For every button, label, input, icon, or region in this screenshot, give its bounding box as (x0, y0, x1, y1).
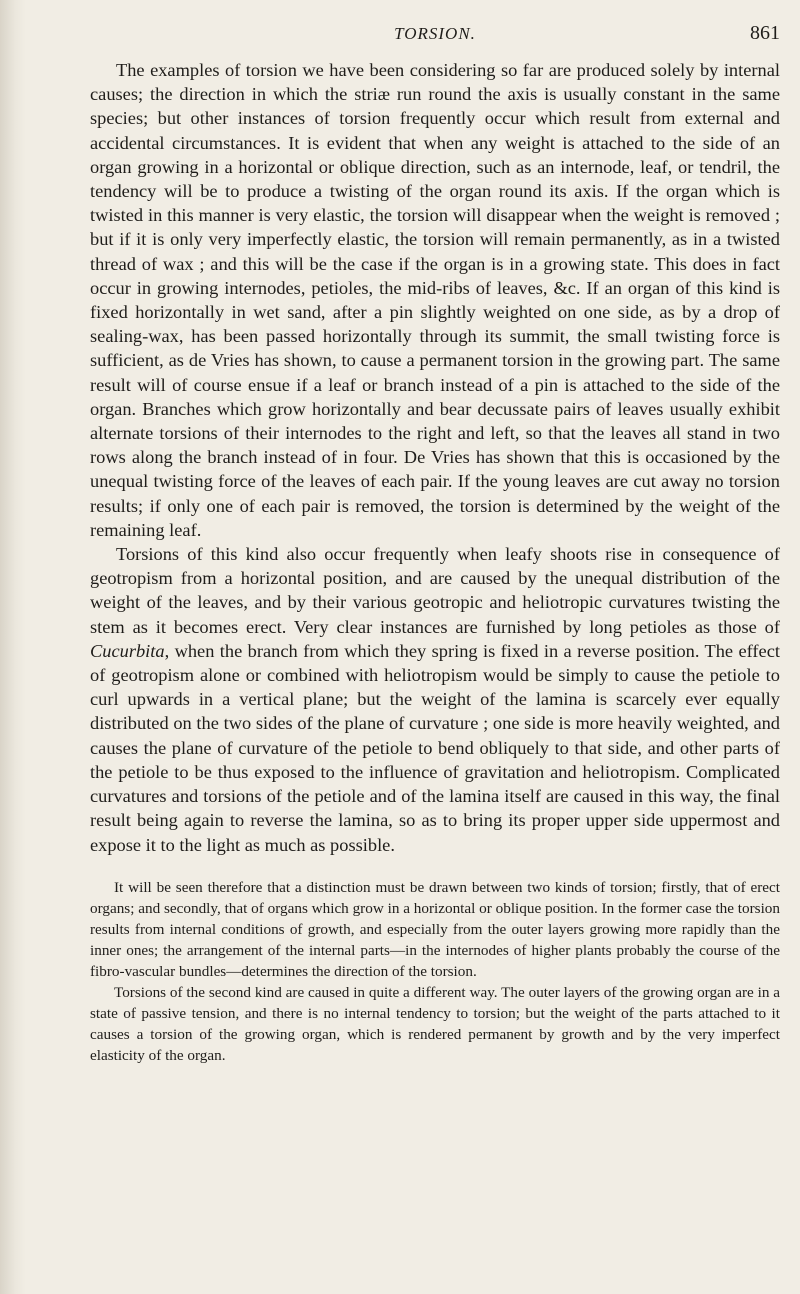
running-head (90, 0, 780, 50)
page-gutter-shadow (0, 0, 26, 1294)
paragraph-2 (90, 542, 780, 857)
paragraph-1: The examples of torsion we have been considering so far are produced solely by internal causes; the direction in which the striæ run round the axis is usually constant in the same species; but other instances of torsion frequently occur which result from external and accidental circumstances. It is evident that when any weight is attached to the side of an organ growing in a horizontal or oblique direction, such as an internode, leaf, or tendril, the tendency will be to produce a twisting of the organ round its axis. If the organ which is twisted in this manner is very elastic, the torsion will disappear when the weight is removed ; but if it is only very imperfectly elastic, the torsion will remain permanently, as in a twisted thread of wax ; and this will be the case if the organ is in a growing state. This does in fact occur in growing internodes, petioles, the mid-ribs of leaves, &c. If an organ of this kind is fixed horizontally in wet sand, after a pin slightly weighted on one side, as by a drop of sealing-wax, has been passed horizontally through its summit, the small twisting force is sufficient, as de Vries has shown, to cause a permanent torsion in the growing part. The same result will of course ensue if a leaf or branch instead of a pin is attached to the side of the organ. Branches which grow horizontally and bear decussate pairs of leaves usually exhibit alternate torsions of their internodes to the right and left, so that the leaves all stand in two rows along the branch instead of in four. De Vries has shown that this is occasioned by the unequal twisting force of the leaves of each pair. If the young leaves are cut away no torsion results; if only one of each pair is removed, the torsion is determined by the weight of the remaining leaf. (90, 60, 780, 540)
running-title: TORSION. (394, 24, 476, 43)
page-number: 861 (750, 22, 780, 44)
paragraph-4-small: Torsions of the second kind are caused in quite a different way. The outer layers of the growing organ are in a state of passive tension, and there is no internal tendency to torsion; but the weight of the parts attached to it causes a torsion of the growing organ, which is rendered permanent by growth and by the very imperfect elasticity of the organ. (90, 983, 780, 1064)
paragraph-2-text-a: Torsions of this kind also occur frequently when leafy shoots rise in consequence of geotropism from a horizontal position, and are caused by the unequal distribution of the weight of the leaves, and by their various geotropic and heliotropic curvatures twisting the stem as it becomes erect. Very clear instances are furnished by long petioles as those of (90, 544, 780, 637)
paragraph-2-genus: Cucurbita (90, 640, 165, 661)
paragraph-2-text-b: , when the branch from which they spring is fixed in a reverse position. The effect of geotropism alone or combined with heliotropism would be simply to cause the petiole to curl upwards in a vertical plane; but the weight of the lamina is scarcely ever equally distributed on the two sides of the plane of curvature ; one side is more heavily weighted, and causes the plane of curvature of the petiole to bend obliquely to that side, and other parts of the petiole to be thus exposed to the influence of gravitation and heliotropism. Complicated curvatures and torsions of the petiole and of the lamina itself are caused in this way, the final result being again to reverse the lamina, so as to bring its proper upper side uppermost and expose it to the light as much as possible. (90, 640, 780, 855)
paragraph-3-small: It will be seen therefore that a distinction must be drawn between two kinds of torsion; firstly, that of erect organs; and secondly, that of organs which grow in a horizontal or oblique position. In the former case the torsion results from internal conditions of growth, and especially from the outer layers growing more rapidly than the inner ones; the arrangement of the internal parts—in the internodes of higher plants probably the course of the fibro-vascular bundles—determines the direction of the torsion. (90, 878, 780, 980)
book-page (90, 0, 780, 1066)
